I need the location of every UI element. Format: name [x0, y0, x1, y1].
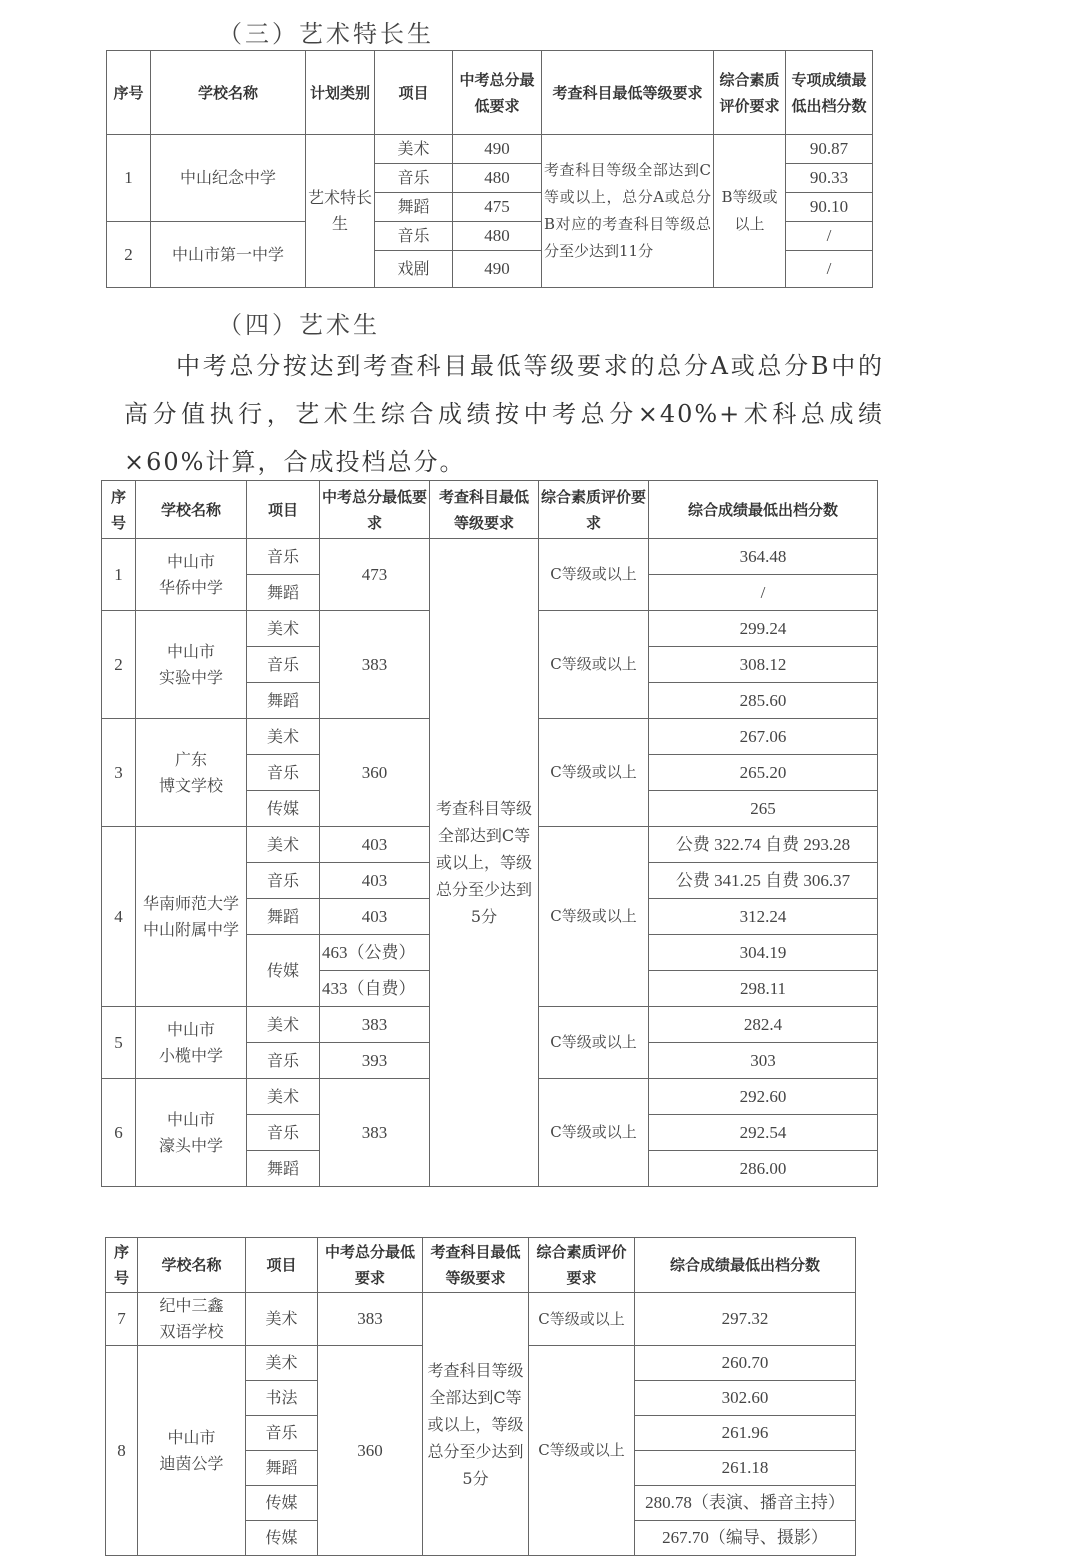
row-no: 1	[102, 539, 136, 611]
quality-req: C等级或以上	[539, 539, 649, 611]
plan-type: 艺术特长生	[306, 135, 375, 288]
min-score: 433（自费）	[320, 971, 430, 1007]
composite-score: 292.54	[649, 1115, 878, 1151]
header-min-total: 中考总分最低要求	[318, 1238, 423, 1293]
min-score: 480	[453, 164, 542, 193]
composite-score: /	[649, 575, 878, 611]
composite-score: 267.70（编导、摄影）	[635, 1521, 856, 1556]
composite-score: 286.00	[649, 1151, 878, 1187]
special-score: 90.87	[786, 135, 873, 164]
header-subject-req: 考查科目最低等级要求	[430, 481, 539, 539]
item: 美术	[375, 135, 453, 164]
quality-req: C等级或以上	[539, 611, 649, 719]
header-min-total: 中考总分最低要求	[453, 51, 542, 135]
table-art-students-continued	[105, 1237, 856, 1556]
item: 舞蹈	[246, 1451, 318, 1486]
min-score: 475	[453, 193, 542, 222]
item: 音乐	[247, 647, 320, 683]
header-no: 序号	[106, 1238, 138, 1293]
item: 音乐	[247, 755, 320, 791]
item: 舞蹈	[247, 1151, 320, 1187]
quality-req: C等级或以上	[539, 1007, 649, 1079]
item: 书法	[246, 1381, 318, 1416]
composite-score: 308.12	[649, 647, 878, 683]
special-score: 90.33	[786, 164, 873, 193]
header-min-total: 中考总分最低要求	[320, 481, 430, 539]
composite-score: 299.24	[649, 611, 878, 647]
school-name: 中山市第一中学	[151, 222, 306, 288]
item: 美术	[246, 1293, 318, 1346]
school-name: 华南师范大学中山附属中学	[136, 827, 247, 1007]
header-item: 项目	[246, 1238, 318, 1293]
composite-score: 280.78（表演、播音主持）	[635, 1486, 856, 1521]
item: 舞蹈	[247, 899, 320, 935]
quality-req: C等级或以上	[539, 719, 649, 827]
min-score: 490	[453, 135, 542, 164]
header-composite-score: 综合成绩最低出档分数	[635, 1238, 856, 1293]
composite-score: 285.60	[649, 683, 878, 719]
item: 美术	[247, 827, 320, 863]
quality-req: C等级或以上	[529, 1346, 635, 1556]
header-no: 序号	[107, 51, 151, 135]
min-score: 403	[320, 863, 430, 899]
school-name: 中山市 小榄中学	[136, 1007, 247, 1079]
header-quality-req: 综合素质评价要求	[539, 481, 649, 539]
composite-score: 261.18	[635, 1451, 856, 1486]
section4-paragraph: 中考总分按达到考查科目最低等级要求的总分A或总分B中的高分值执行，艺术生综合成绩按中考总分×40%+术科总成绩×60%计算，合成投档总分。	[124, 352, 884, 476]
table-art-students	[101, 480, 878, 1187]
school-name: 中山市 华侨中学	[136, 539, 247, 611]
table-art-specialty	[106, 50, 873, 288]
min-score: 383	[320, 1079, 430, 1187]
row-no: 6	[102, 1079, 136, 1187]
item: 音乐	[375, 164, 453, 193]
school-name: 纪中三鑫 双语学校	[138, 1293, 246, 1346]
row-no: 2	[102, 611, 136, 719]
composite-score: 312.24	[649, 899, 878, 935]
min-score: 480	[453, 222, 542, 251]
subject-req: 考查科目等级全部达到C等或以上，总分A或总分B对应的考查科目等级总分至少达到11分	[542, 135, 714, 288]
item: 音乐	[247, 539, 320, 575]
header-quality-req: 综合素质评价要求	[714, 51, 786, 135]
school-name: 中山纪念中学	[151, 135, 306, 222]
item: 戏剧	[375, 251, 453, 288]
school-name: 广东 博文学校	[136, 719, 247, 827]
min-score: 490	[453, 251, 542, 288]
header-school: 学校名称	[136, 481, 247, 539]
quality-req: B等级或以上	[714, 135, 786, 288]
item: 传媒	[247, 935, 320, 1007]
item: 音乐	[375, 222, 453, 251]
section4-heading: （四）艺术生	[218, 311, 380, 339]
row-no: 8	[106, 1346, 138, 1556]
header-subject-req: 考查科目最低等级要求	[542, 51, 714, 135]
item: 美术	[247, 719, 320, 755]
composite-score: 公费 341.25 自费 306.37	[649, 863, 878, 899]
header-school: 学校名称	[138, 1238, 246, 1293]
school-name: 中山市 迪茵公学	[138, 1346, 246, 1556]
row-no: 7	[106, 1293, 138, 1346]
min-score: 360	[318, 1346, 423, 1556]
row-no: 1	[107, 135, 151, 222]
header-school: 学校名称	[151, 51, 306, 135]
item: 美术	[247, 1079, 320, 1115]
min-score: 403	[320, 827, 430, 863]
min-score: 393	[320, 1043, 430, 1079]
row-no: 5	[102, 1007, 136, 1079]
min-score: 383	[320, 611, 430, 719]
composite-score: 261.96	[635, 1416, 856, 1451]
quality-req: C等级或以上	[539, 1079, 649, 1187]
header-quality-req: 综合素质评价要求	[529, 1238, 635, 1293]
item: 舞蹈	[247, 575, 320, 611]
header-item: 项目	[375, 51, 453, 135]
composite-score: 297.32	[635, 1293, 856, 1346]
item: 音乐	[247, 863, 320, 899]
composite-score: 304.19	[649, 935, 878, 971]
min-score: 463（公费）	[320, 935, 430, 971]
special-score: 90.10	[786, 193, 873, 222]
subject-req: 考查科目等级全部达到C等或以上，等级总分至少达到5分	[423, 1293, 529, 1556]
header-plan: 计划类别	[306, 51, 375, 135]
min-score: 360	[320, 719, 430, 827]
header-subject-req: 考查科目最低等级要求	[423, 1238, 529, 1293]
min-score: 473	[320, 539, 430, 611]
composite-score: 364.48	[649, 539, 878, 575]
composite-score: 公费 322.74 自费 293.28	[649, 827, 878, 863]
item: 传媒	[247, 791, 320, 827]
item: 美术	[247, 611, 320, 647]
composite-score: 265	[649, 791, 878, 827]
composite-score: 298.11	[649, 971, 878, 1007]
row-no: 2	[107, 222, 151, 288]
composite-score: 292.60	[649, 1079, 878, 1115]
section3-heading: （三）艺术特长生	[218, 20, 434, 48]
quality-req: C等级或以上	[529, 1293, 635, 1346]
item: 美术	[247, 1007, 320, 1043]
min-score: 383	[320, 1007, 430, 1043]
special-score: /	[786, 251, 873, 288]
quality-req: C等级或以上	[539, 827, 649, 1007]
min-score: 403	[320, 899, 430, 935]
row-no: 3	[102, 719, 136, 827]
item: 舞蹈	[247, 683, 320, 719]
item: 音乐	[246, 1416, 318, 1451]
header-composite-score: 综合成绩最低出档分数	[649, 481, 878, 539]
row-no: 4	[102, 827, 136, 1007]
item: 舞蹈	[375, 193, 453, 222]
header-no: 序号	[102, 481, 136, 539]
composite-score: 282.4	[649, 1007, 878, 1043]
min-score: 383	[318, 1293, 423, 1346]
item: 传媒	[246, 1486, 318, 1521]
school-name: 中山市 实验中学	[136, 611, 247, 719]
item: 音乐	[247, 1115, 320, 1151]
header-item: 项目	[247, 481, 320, 539]
composite-score: 267.06	[649, 719, 878, 755]
item: 音乐	[247, 1043, 320, 1079]
composite-score: 303	[649, 1043, 878, 1079]
item: 传媒	[246, 1521, 318, 1556]
composite-score: 302.60	[635, 1381, 856, 1416]
composite-score: 265.20	[649, 755, 878, 791]
special-score: /	[786, 222, 873, 251]
item: 美术	[246, 1346, 318, 1381]
header-special-score: 专项成绩最低出档分数	[786, 51, 873, 135]
school-name: 中山市 濠头中学	[136, 1079, 247, 1187]
subject-req: 考查科目等级全部达到C等或以上，等级总分至少达到5分	[430, 539, 539, 1187]
composite-score: 260.70	[635, 1346, 856, 1381]
